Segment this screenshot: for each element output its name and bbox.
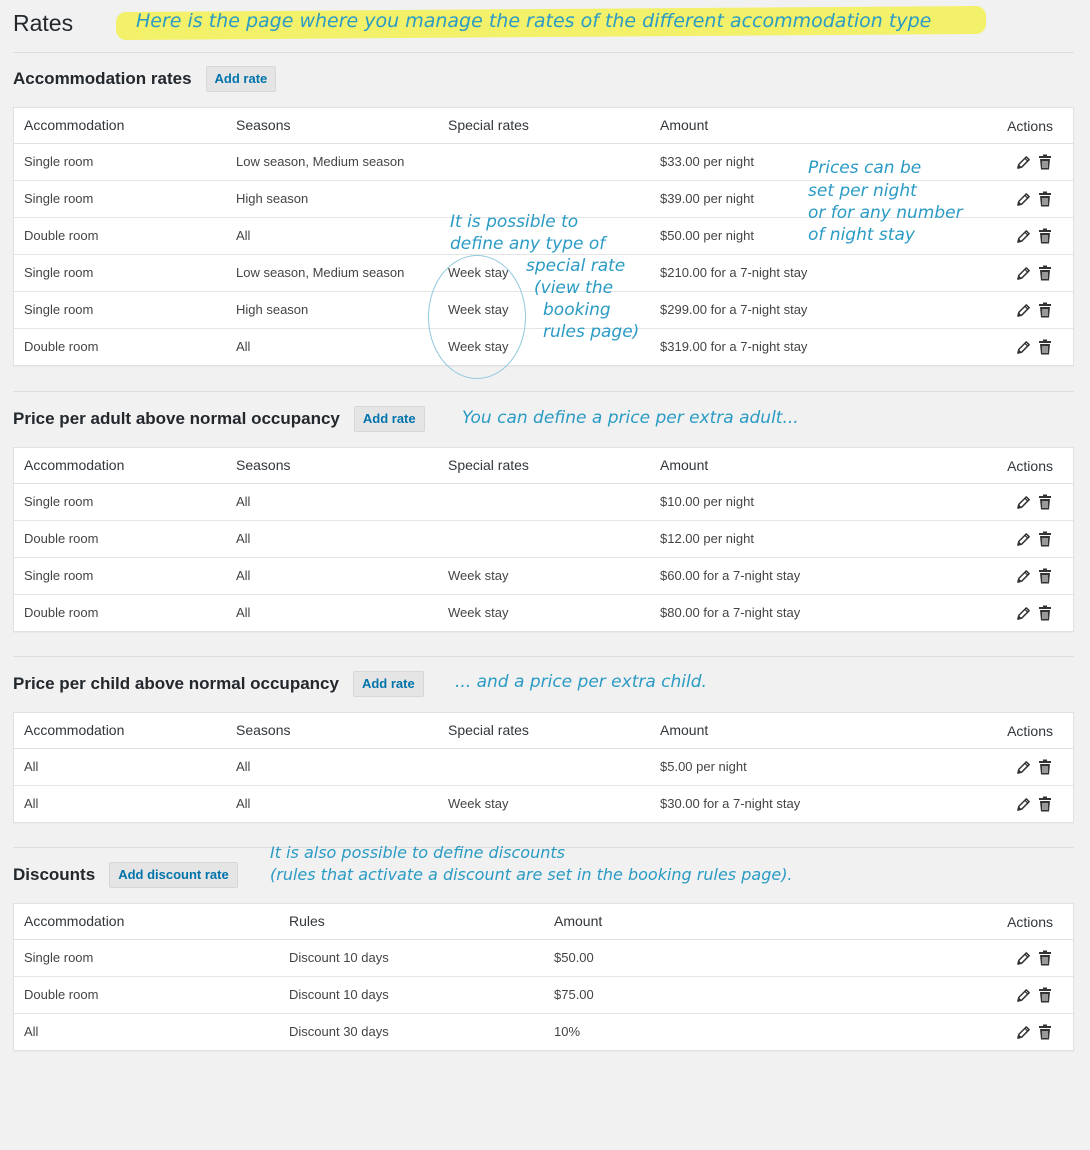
trash-icon[interactable] <box>1037 605 1053 621</box>
cell-seasons: All <box>236 339 251 354</box>
cell-amount: $60.00 for a 7-night stay <box>660 568 801 583</box>
cell-rules: Discount 10 days <box>289 987 389 1002</box>
row-actions <box>1015 940 1053 976</box>
cell-amount: $10.00 per night <box>660 494 754 509</box>
annotation-discounts-line-1: It is also possible to define discounts <box>270 843 565 862</box>
header-rules: Rules <box>289 913 325 929</box>
section-header-accommodation <box>13 65 276 93</box>
cell-rules: Discount 10 days <box>289 950 389 965</box>
cell-accommodation: Double room <box>24 531 99 546</box>
cell-seasons: All <box>236 568 251 583</box>
row-actions <box>1015 749 1053 785</box>
annotation-child: ... and a price per extra child. <box>455 672 707 692</box>
header-seasons: Seasons <box>236 457 291 473</box>
add-rate-button[interactable]: Add rate <box>206 66 277 92</box>
cell-seasons: All <box>236 796 251 811</box>
trash-icon[interactable] <box>1037 302 1053 318</box>
annotation-prices-line-2: set per night <box>808 181 917 201</box>
cell-accommodation: Single room <box>24 302 94 317</box>
table-row <box>14 977 1073 1014</box>
pencil-icon[interactable] <box>1015 796 1031 812</box>
header-seasons: Seasons <box>236 117 291 133</box>
adult-rates-table <box>13 447 1074 632</box>
cell-accommodation: Single room <box>24 494 94 509</box>
annotation-special-line-3: special rate <box>526 256 626 276</box>
annotation-special-line-6: rules page) <box>543 322 640 342</box>
cell-amount: $80.00 for a 7-night stay <box>660 605 801 620</box>
trash-icon[interactable] <box>1037 265 1053 281</box>
trash-icon[interactable] <box>1037 1024 1053 1040</box>
cell-accommodation: Double room <box>24 339 99 354</box>
header-amount: Amount <box>660 457 709 473</box>
header-actions-label: Actions <box>1007 457 1053 474</box>
pencil-icon[interactable] <box>1015 265 1031 281</box>
cell-accommodation: Single room <box>24 265 94 280</box>
table-header-row <box>14 904 1073 940</box>
header-actions <box>1007 713 1053 748</box>
trash-icon[interactable] <box>1037 759 1053 775</box>
header-accommodation: Accommodation <box>24 913 125 929</box>
cell-accommodation: Double room <box>24 987 99 1002</box>
cell-rules: Discount 30 days <box>289 1024 389 1039</box>
annotation-special-line-4: (view the <box>534 278 614 298</box>
table-header-row <box>14 108 1073 144</box>
cell-accommodation: All <box>24 796 39 811</box>
annotation-discounts-line-2: (rules that activate a discount are set in the booking rules page). <box>270 865 793 884</box>
cell-amount: $50.00 per night <box>660 228 754 243</box>
header-special-rates: Special rates <box>448 722 529 738</box>
cell-amount: $319.00 for a 7-night stay <box>660 339 808 354</box>
cell-seasons: Low season, Medium season <box>236 265 405 280</box>
header-actions <box>1007 108 1053 143</box>
table-header-row <box>14 448 1073 484</box>
row-actions <box>1015 255 1053 291</box>
divider <box>13 391 1074 392</box>
cell-seasons: All <box>236 531 251 546</box>
cell-special-rate: Week stay <box>448 265 509 280</box>
annotation-special-line-2: define any type of <box>450 234 606 254</box>
section-header-adult <box>13 405 425 433</box>
annotation-prices-line-3: or for any number <box>808 203 963 223</box>
annotation-special-line-1: It is possible to <box>450 212 579 232</box>
pencil-icon[interactable] <box>1015 191 1031 207</box>
cell-seasons: High season <box>236 191 309 206</box>
header-accommodation: Accommodation <box>24 117 125 133</box>
trash-icon[interactable] <box>1037 228 1053 244</box>
header-actions-label: Actions <box>1007 722 1053 739</box>
pencil-icon[interactable] <box>1015 494 1031 510</box>
annotation-adult: You can define a price per extra adult... <box>462 408 799 428</box>
table-row <box>14 521 1073 558</box>
section-title: Discounts <box>13 865 96 884</box>
row-actions <box>1015 786 1053 822</box>
pencil-icon[interactable] <box>1015 228 1031 244</box>
cell-accommodation: Double room <box>24 228 99 243</box>
pencil-icon[interactable] <box>1015 759 1031 775</box>
row-actions <box>1015 181 1053 217</box>
section-title: Price per child above normal occupancy <box>13 674 339 693</box>
cell-amount: $299.00 for a 7-night stay <box>660 302 808 317</box>
cell-special-rate: Week stay <box>448 339 509 354</box>
pencil-icon[interactable] <box>1015 302 1031 318</box>
section-title: Accommodation rates <box>13 69 192 88</box>
discounts-table <box>13 903 1074 1051</box>
header-special-rates: Special rates <box>448 117 529 133</box>
header-special-rates: Special rates <box>448 457 529 473</box>
cell-amount: $30.00 for a 7-night stay <box>660 796 801 811</box>
trash-icon[interactable] <box>1037 950 1053 966</box>
section-title: Price per adult above normal occupancy <box>13 409 340 428</box>
annotation-special-line-5: booking <box>543 300 611 320</box>
annotation-top: Here is the page where you manage the rates of the different accommodation type <box>136 10 932 32</box>
pencil-icon[interactable] <box>1015 568 1031 584</box>
pencil-icon[interactable] <box>1015 950 1031 966</box>
add-rate-button[interactable]: Add rate <box>354 406 425 432</box>
table-row <box>14 558 1073 595</box>
header-actions-label: Actions <box>1007 913 1053 930</box>
row-actions <box>1015 521 1053 557</box>
pencil-icon[interactable] <box>1015 154 1031 170</box>
cell-seasons: Low season, Medium season <box>236 154 405 169</box>
cell-accommodation: All <box>24 1024 39 1039</box>
row-actions <box>1015 558 1053 594</box>
cell-special-rate: Week stay <box>448 302 509 317</box>
table-row <box>14 940 1073 977</box>
cell-amount: $12.00 per night <box>660 531 754 546</box>
cell-special-rate: Week stay <box>448 605 509 620</box>
cell-amount: $50.00 <box>554 950 594 965</box>
header-actions <box>1007 448 1053 483</box>
page-title: Rates <box>13 10 74 36</box>
trash-icon[interactable] <box>1037 191 1053 207</box>
row-actions <box>1015 484 1053 520</box>
table-row <box>14 595 1073 631</box>
pencil-icon[interactable] <box>1015 531 1031 547</box>
row-actions <box>1015 292 1053 328</box>
add-discount-rate-button[interactable]: Add discount rate <box>109 862 238 888</box>
cell-accommodation: Single room <box>24 154 94 169</box>
cell-seasons: High season <box>236 302 309 317</box>
trash-icon[interactable] <box>1037 339 1053 355</box>
section-header-discounts <box>13 861 238 889</box>
cell-amount: 10% <box>554 1024 581 1039</box>
header-amount: Amount <box>660 722 709 738</box>
pencil-icon[interactable] <box>1015 1024 1031 1040</box>
annotation-prices-line-1: Prices can be <box>808 158 922 178</box>
table-header-row <box>14 713 1073 749</box>
cell-seasons: All <box>236 228 251 243</box>
row-actions <box>1015 595 1053 631</box>
row-actions <box>1015 329 1053 365</box>
cell-amount: $75.00 <box>554 987 594 1002</box>
trash-icon[interactable] <box>1037 154 1053 170</box>
cell-special-rate: Week stay <box>448 568 509 583</box>
cell-accommodation: Single room <box>24 950 94 965</box>
cell-accommodation: Single room <box>24 191 94 206</box>
cell-special-rate: Week stay <box>448 796 509 811</box>
header-actions-label: Actions <box>1007 117 1053 134</box>
cell-accommodation: Double room <box>24 605 99 620</box>
cell-accommodation: Single room <box>24 568 94 583</box>
cell-seasons: All <box>236 759 251 774</box>
header-amount: Amount <box>554 913 603 929</box>
header-seasons: Seasons <box>236 722 291 738</box>
header-amount: Amount <box>660 117 709 133</box>
table-row <box>14 1014 1073 1050</box>
cell-amount: $33.00 per night <box>660 154 754 169</box>
table-row <box>14 786 1073 822</box>
cell-amount: $39.00 per night <box>660 191 754 206</box>
cell-seasons: All <box>236 494 251 509</box>
divider <box>13 656 1074 657</box>
annotation-prices-line-4: of night stay <box>808 225 915 245</box>
trash-icon[interactable] <box>1037 796 1053 812</box>
pencil-icon[interactable] <box>1015 339 1031 355</box>
row-actions <box>1015 144 1053 180</box>
trash-icon[interactable] <box>1037 531 1053 547</box>
divider <box>13 52 1074 53</box>
child-rates-table <box>13 712 1074 823</box>
trash-icon[interactable] <box>1037 568 1053 584</box>
trash-icon[interactable] <box>1037 987 1053 1003</box>
pencil-icon[interactable] <box>1015 987 1031 1003</box>
annotation-circle <box>428 255 526 379</box>
cell-amount: $210.00 for a 7-night stay <box>660 265 808 280</box>
row-actions <box>1015 1014 1053 1050</box>
trash-icon[interactable] <box>1037 494 1053 510</box>
pencil-icon[interactable] <box>1015 605 1031 621</box>
table-row <box>14 484 1073 521</box>
row-actions <box>1015 218 1053 254</box>
row-actions <box>1015 977 1053 1013</box>
cell-accommodation: All <box>24 759 39 774</box>
table-row <box>14 749 1073 786</box>
header-accommodation: Accommodation <box>24 722 125 738</box>
header-accommodation: Accommodation <box>24 457 125 473</box>
cell-seasons: All <box>236 605 251 620</box>
section-header-child <box>13 670 424 698</box>
header-actions <box>1007 904 1053 939</box>
cell-amount: $5.00 per night <box>660 759 747 774</box>
add-rate-button[interactable]: Add rate <box>353 671 424 697</box>
